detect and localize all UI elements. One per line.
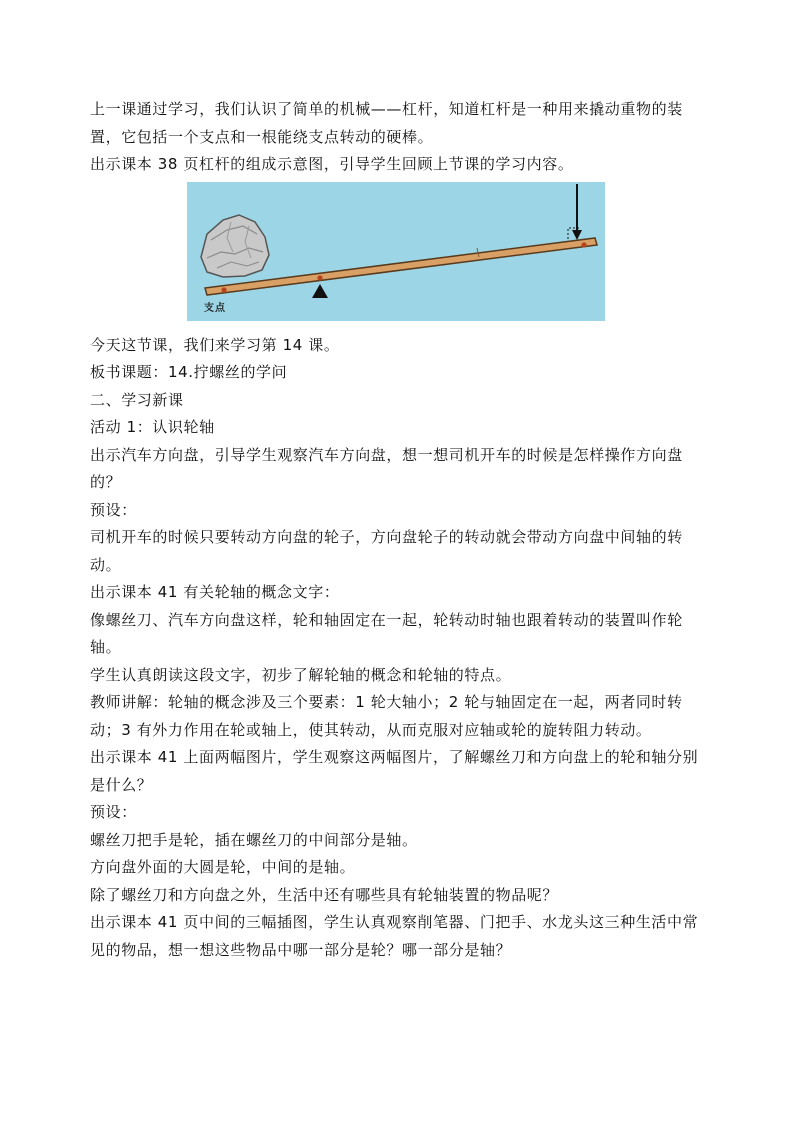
force-arrow-icon	[568, 184, 582, 240]
rock-icon	[201, 215, 269, 277]
paragraph: 学生认真朗读这段文字，初步了解轮轴的概念和轮轴的特点。	[90, 665, 512, 684]
paragraph: 今天这节课，我们来学习第 14 课。	[90, 335, 340, 354]
paragraph: 出示汽车方向盘，引导学生观察汽车方向盘，想一想司机开车的时候是怎样操作方向盘的？	[90, 445, 683, 491]
paragraph: 板书课题：14.拧螺丝的学问	[90, 363, 288, 381]
activity-heading: 活动 1：认识轮轴	[90, 418, 215, 436]
paragraph: 出示课本 38 页杠杆的组成示意图，引导学生回顾上节课的学习内容。	[90, 155, 574, 173]
paragraph: 方向盘外面的大圆是轮，中间的是轴。	[90, 858, 356, 876]
paragraph: 除了螺丝刀和方向盘之外，生活中还有哪些具有轮轴装置的物品呢？	[90, 885, 559, 904]
paragraph: 像螺丝刀、汽车方向盘这样，轮和轴固定在一起，轮转动时轴也跟着转动的装置叫作轮轴。	[90, 610, 683, 656]
lever-diagram	[187, 182, 605, 321]
paragraph: 预设：	[90, 803, 137, 821]
paragraph: 司机开车的时候只要转动方向盘的轮子，方向盘轮子的转动就会带动方向盘中间轴的转动。	[90, 528, 683, 574]
fulcrum-triangle-icon	[312, 284, 328, 298]
lever-diagram-svg	[187, 182, 605, 321]
section-heading: 二、学习新课	[90, 390, 184, 409]
paragraph: 预设：	[90, 500, 137, 519]
lever-figure-wrapper	[90, 182, 706, 326]
paragraph: 螺丝刀把手是轮，插在螺丝刀的中间部分是轴。	[90, 830, 418, 849]
paragraph: 出示课本 41 有关轮轴的概念文字：	[90, 583, 340, 601]
paragraph: 上一课通过学习，我们认识了简单的机械——杠杆，知道杠杆是一种用来撬动重物的装置，它包括一个支点和一根能绕支点转动的硬棒。	[90, 100, 683, 146]
fulcrum-label: 支点	[204, 302, 226, 314]
document-body	[90, 96, 706, 964]
paragraph: 出示课本 41 上面两幅图片，学生观察这两幅图片，了解螺丝刀和方向盘上的轮和轴分别是什么？	[90, 748, 699, 794]
paragraph: 教师讲解：轮轴的概念涉及三个要素：1 轮大轴小；2 轮与轴固定在一起，两者同时转动；3 有外力作用在轮或轴上，使其转动，从而克服对应轴或轮的旋转阻力转动。	[90, 693, 683, 739]
paragraph: 出示课本 41 页中间的三幅插图，学生认真观察削笔器、门把手、水龙头这三种生活中常见的物品，想一想这些物品中哪一部分是轮？哪一部分是轴？	[90, 913, 699, 959]
